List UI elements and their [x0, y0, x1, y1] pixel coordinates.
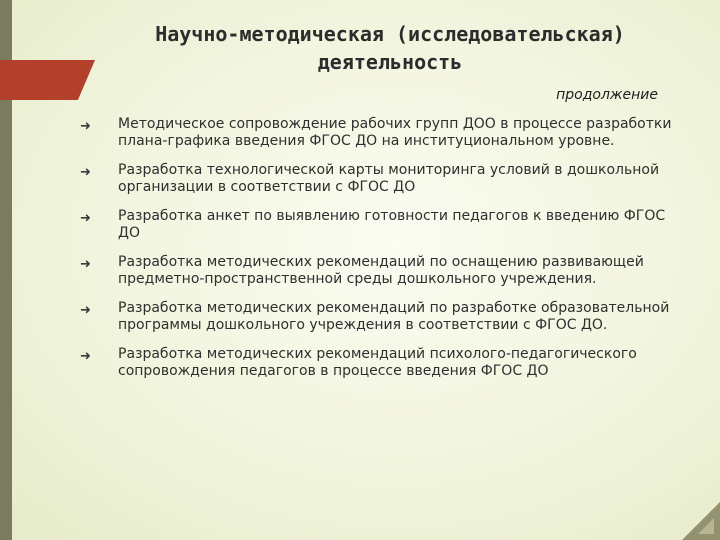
- arrow-bullet-icon: ➜: [80, 303, 91, 318]
- list-item-text: Разработка методических рекомендаций психолого-педагогического сопровождения педагогов в процессе введения ФГОС ДО: [118, 346, 637, 379]
- arrow-bullet-icon: ➜: [80, 349, 91, 364]
- title-accent-bar: [0, 60, 95, 100]
- arrow-bullet-icon: ➜: [80, 257, 91, 272]
- slide-subtitle: продолжение: [556, 87, 658, 103]
- list-item-text: Разработка технологической карты мониторинга условий в дошкольной организации в соответствии с ФГОС ДО: [118, 162, 660, 195]
- list-item: [80, 346, 690, 380]
- list-item: [80, 254, 690, 288]
- arrow-bullet-icon: ➜: [80, 119, 91, 134]
- arrow-bullet-icon: ➜: [80, 165, 91, 180]
- list-item-text: Разработка методических рекомендаций по разработке образовательной программы дошкольного учреждения в соответствии с ФГОС ДО.: [118, 300, 670, 333]
- list-item-text: Разработка анкет по выявлению готовности педагогов к введению ФГОС ДО: [118, 208, 666, 241]
- list-item: [80, 162, 690, 196]
- list-item-text: Методическое сопровождение рабочих групп ДОО в процессе разработки плана-графика введения ФГОС ДО на институциональном уровне.: [118, 116, 672, 149]
- list-item: [80, 300, 690, 334]
- slide-title: Научно-методическая (исследовательская) деятельность: [155, 22, 625, 74]
- list-item-text: Разработка методических рекомендаций по оснащению развивающей предметно-пространственной среды дошкольного учреждения.: [118, 254, 644, 287]
- list-item: [80, 208, 690, 242]
- bullet-list: [80, 116, 690, 392]
- arrow-bullet-icon: ➜: [80, 211, 91, 226]
- list-item: [80, 116, 690, 150]
- corner-decoration-inner: [698, 518, 714, 534]
